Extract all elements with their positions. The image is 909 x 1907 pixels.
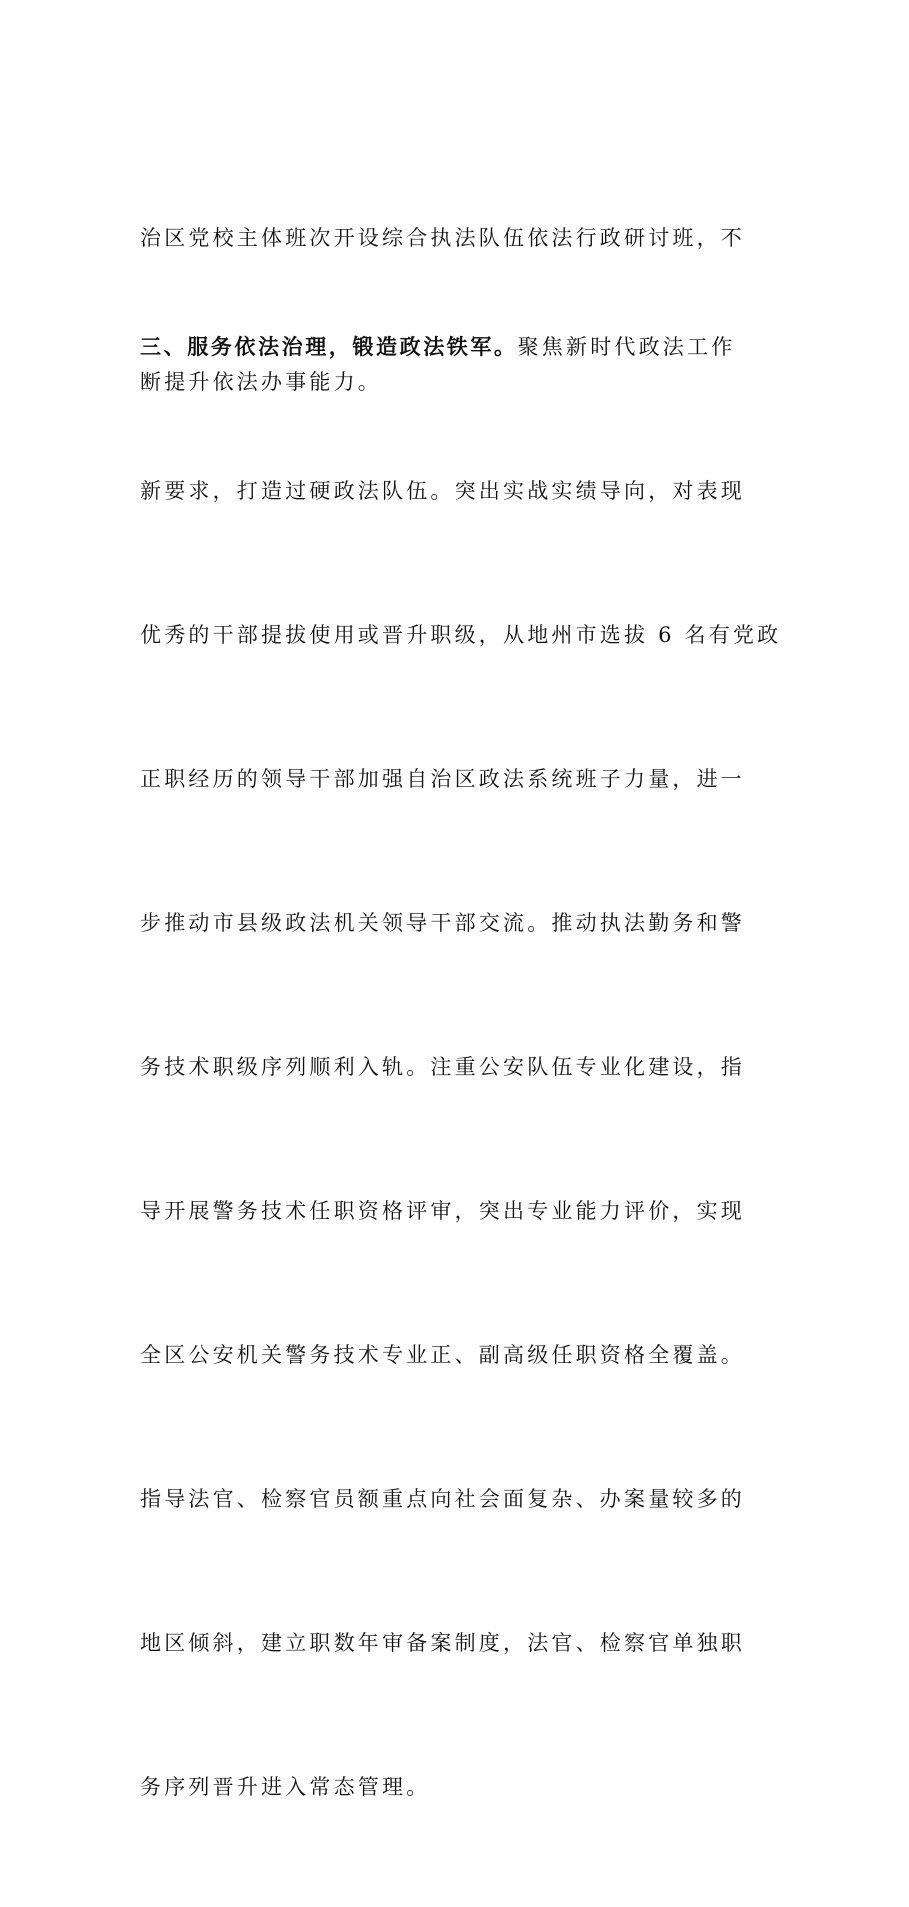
- paragraph-line: 治区党校主体班次开设综合执法队伍依法行政研讨班，不: [140, 226, 745, 250]
- paragraph-line: 指导法官、检察官员额重点向社会面复杂、办案量较多的: [140, 1487, 745, 1511]
- paragraph-line: 新要求，打造过硬政法队伍。突出实战实绩导向，对表现: [140, 479, 745, 503]
- heading-line-rest: 聚焦新时代政法工作: [517, 335, 736, 359]
- paragraph-line: 步推动市县级政法机关领导干部交流。推动执法勤务和警: [140, 911, 745, 935]
- paragraph-line: 务序列晋升进入常态管理。: [140, 1775, 431, 1799]
- paragraph-line: 务技术职级序列顺利入轨。注重公安队伍专业化建设，指: [140, 1055, 745, 1079]
- paragraph-2: [140, 227, 780, 1907]
- paragraph-line: 导开展警务技术任职资格评审，突出专业能力评价，实现: [140, 1199, 745, 1223]
- paragraph-line: 全区公安机关警务技术专业正、副高级任职资格全覆盖。: [140, 1343, 745, 1367]
- paragraph-line: 正职经历的领导干部加强自治区政法系统班子力量，进一: [140, 767, 745, 791]
- paragraph-first-line: [140, 323, 780, 371]
- paragraph-line: 优秀的干部提拔使用或晋升职级，从地州市选拔 6 名有党政: [140, 623, 782, 647]
- paragraph-line: 地区倾斜，建立职数年审备案制度，法官、检察官单独职: [140, 1631, 745, 1655]
- section-heading: 三、服务依法治理，锻造政法铁军。: [140, 334, 518, 359]
- paragraph-line: 断提升依法办事能力。: [140, 370, 382, 394]
